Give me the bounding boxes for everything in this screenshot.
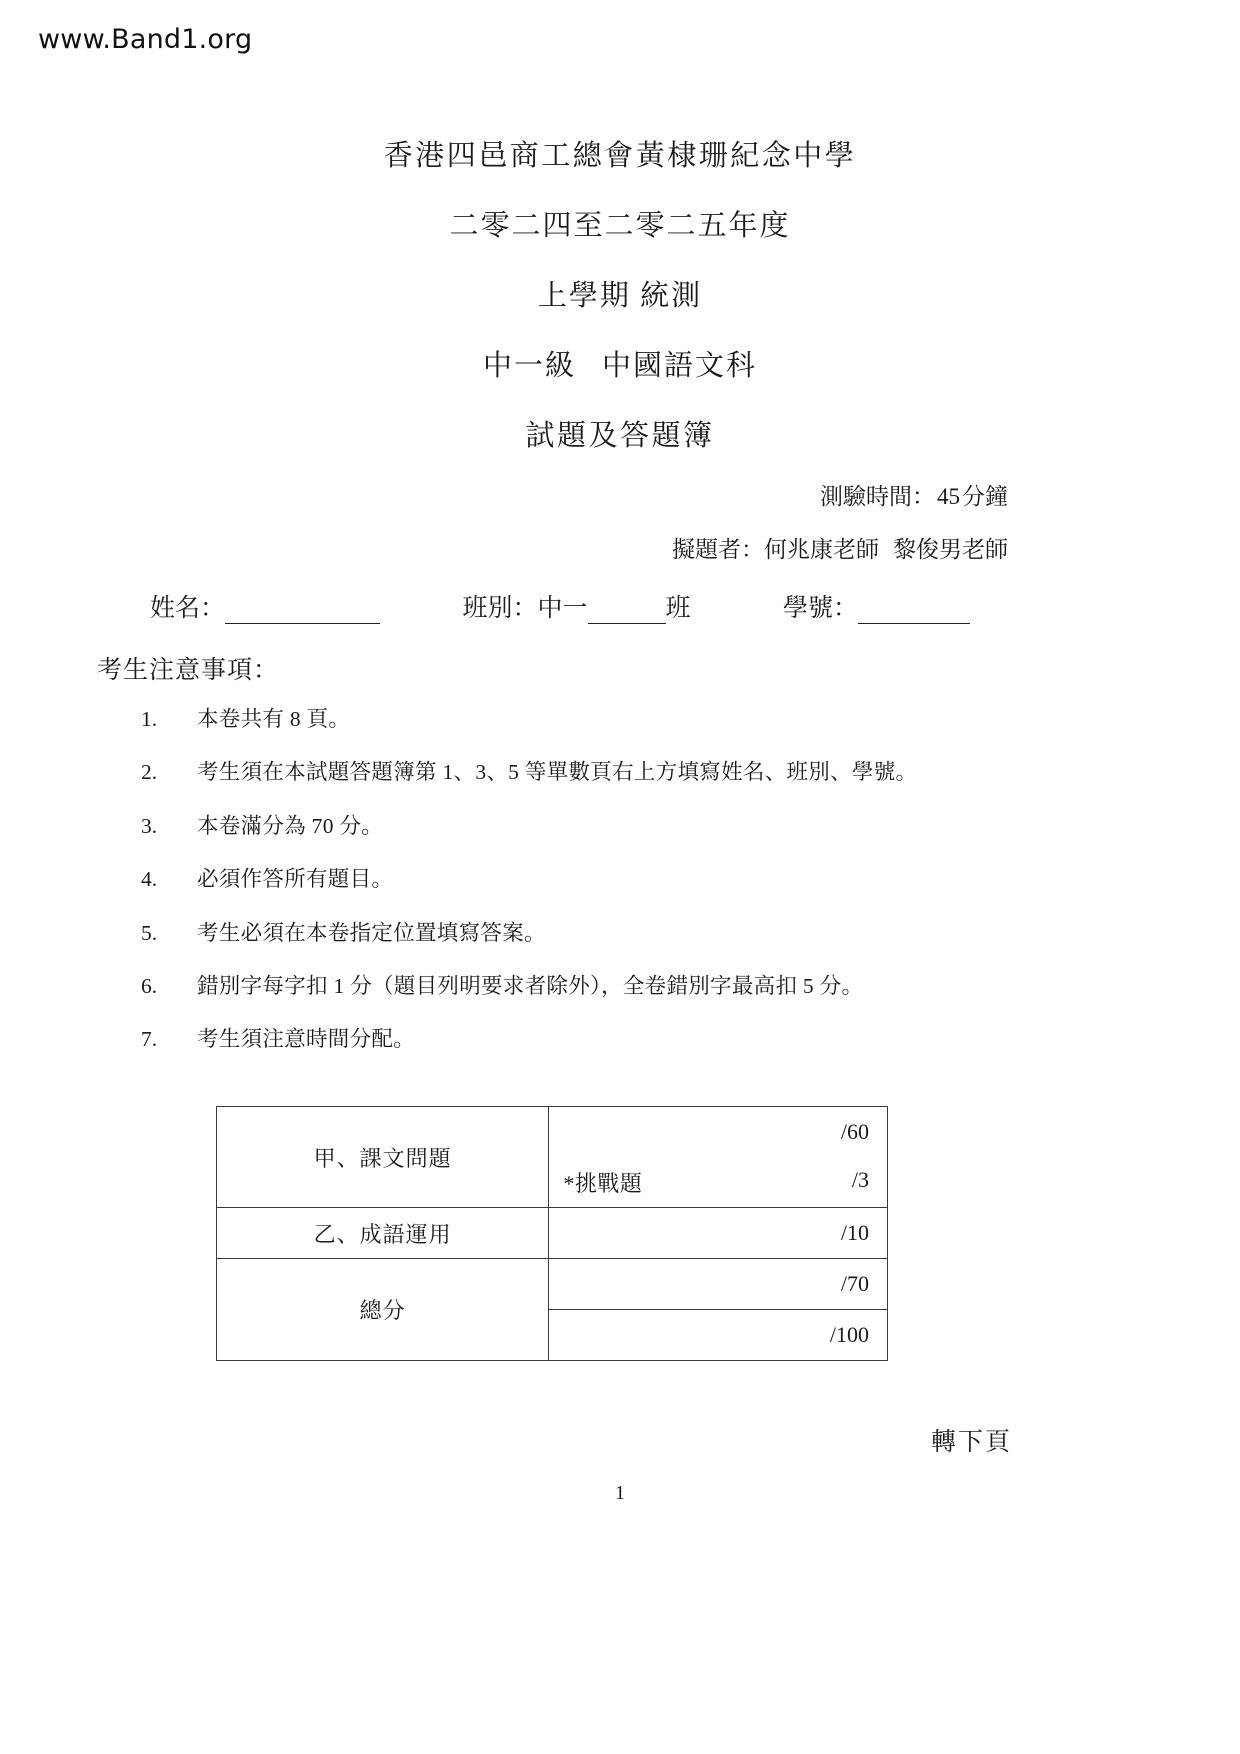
subject-label: 中國語文科 [602,350,758,382]
author-name-1: 何兆康老師 [764,537,879,562]
site-watermark: www.Band1.org [38,24,253,55]
challenge-score-cell[interactable] [549,1157,888,1208]
note-number: 7. [141,1027,158,1052]
notes-heading: 考生注意事項： [97,657,280,684]
duration-value: 45 [937,484,960,509]
note-text: 考生必須在本卷指定位置填寫答案。 [197,920,546,945]
exam-authors [0,531,1240,564]
section-b-score[interactable]: /10 [549,1208,888,1259]
list-item [141,920,1121,947]
section-b-label: 乙、成語運用 [217,1208,549,1259]
section-a-score[interactable]: /60 [549,1107,888,1158]
academic-year: 二零二四至二零二五年度 [449,210,791,242]
list-item [141,1026,1121,1053]
note-text: 必須作答所有題目。 [197,867,394,892]
student-name-label: 姓名： [150,595,226,622]
student-name-input[interactable] [225,601,380,624]
duration-unit: 分鐘 [962,484,1008,509]
note-text: 考生須注意時間分配。 [197,1027,416,1052]
marks-summary-table [216,1106,888,1361]
note-number: 4. [141,867,158,892]
school-name: 香港四邑商工總會黃棣珊紀念中學 [383,140,857,172]
note-number: 2. [141,760,158,785]
student-identity-row [150,588,1110,624]
student-number-label: 學號： [783,595,859,622]
total-label: 總分 [217,1259,549,1361]
turn-page-note: 轉下頁 [930,1429,1012,1456]
table-row [217,1208,888,1259]
level-subject [0,352,1240,381]
note-number: 5. [141,920,158,945]
list-item [141,973,1121,1000]
student-class-field[interactable] [463,588,691,624]
list-item [141,866,1121,893]
note-number: 6. [141,973,158,998]
duration-label: 測驗時間： [820,484,935,509]
list-item [141,759,1121,786]
challenge-score: /3 [851,1166,869,1192]
student-name-field[interactable] [150,588,380,624]
challenge-label: *挑戰題 [563,1170,643,1196]
section-a-label: 甲、課文問題 [217,1107,549,1208]
note-number: 3. [141,813,158,838]
author-label: 擬題者： [672,537,764,562]
student-number-field[interactable] [783,588,970,624]
level-label: 中一級 [482,350,576,382]
total-paper-score[interactable]: /70 [549,1259,888,1310]
student-number-input[interactable] [858,601,970,624]
total-full-score[interactable]: /100 [549,1310,888,1361]
note-text: 錯別字每字扣 1 分（題目列明要求者除外），全卷錯別字最高扣 5 分。 [197,973,864,998]
author-name-2: 黎俊男老師 [893,537,1008,562]
candidate-notes-list [141,706,1121,1080]
student-class-suffix: 班 [665,595,691,622]
note-text: 考生須在本試題答題簿第 1、3、5 等單數頁右上方填寫姓名、班別、學號。 [197,760,918,785]
title-block [0,142,1240,492]
table-row [217,1259,888,1310]
student-class-label: 班別：中一 [462,595,588,622]
page-number: 1 [615,1482,625,1504]
note-text: 本卷滿分為 70 分。 [197,813,384,838]
note-number: 1. [141,707,158,731]
table-row [217,1107,888,1158]
exam-duration [0,478,1240,511]
term-exam: 上學期 統測 [537,280,703,312]
note-text: 本卷共有 8 頁。 [197,707,351,731]
list-item [141,706,1121,733]
list-item [141,813,1121,840]
student-class-input[interactable] [588,601,666,624]
booklet-type: 試題及答題簿 [525,420,715,452]
